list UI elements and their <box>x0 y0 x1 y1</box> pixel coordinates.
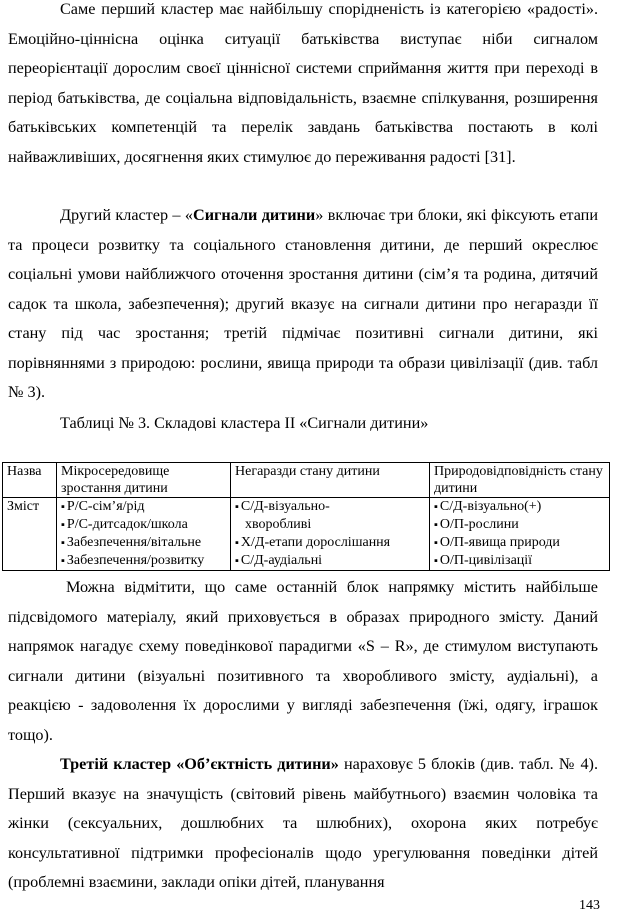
table-cell-nature <box>430 498 610 571</box>
page-number: 143 <box>579 898 600 913</box>
list-item: ▪ Забезпечення/вітальне <box>61 534 226 552</box>
table-header-row <box>3 463 610 498</box>
list-item: ▪ Р/С-дитсадок/школа <box>61 516 226 534</box>
cluster-2-title: Сигнали дитини <box>193 206 316 224</box>
table-cell-troubles <box>231 498 430 571</box>
paragraph-3: Можна відмітити, що саме останній блок напрямку містить найбільше підсвідомого матеріалу, який приховується в образах природного змісту. Даний напрямок нагадує схему поведінкової парадигми «S – R», де стимулом виступають сигнали дитини (візуальні позитивного та хворобливого змісту, аудіальні), а реакцією - задоволення їх дорослими у вигляді забезпечення (їжі, одягу, іграшок тощо). <box>8 578 598 744</box>
paragraph-2: Другий кластер – «Сигнали дитини» включає три блоки, які фіксують етапи та процеси розвитку та соціального становлення дитини, де перший окреслює соціальні умови найближчого оточення зростання дитини (сім’я та родина, дитячий садок та школа, забезпечення); другий вказує на сигнали дитини про негаразди її стану під час зростання; третій підмічає позитивні сигнали дитини, які порівняннями з природою: рослини, явища природи та образи цивілізації (див. табл № 3). <box>8 206 598 401</box>
table-cell-microenvironment <box>57 498 231 571</box>
list-item: ▪ Х/Д-етапи дорослішання <box>235 534 425 552</box>
list-item: ▪ С/Д-візуально(+) <box>434 498 605 516</box>
cluster-table <box>2 462 610 571</box>
table-row <box>3 498 610 571</box>
list-item: ▪ С/Д-візуально- <box>235 498 425 516</box>
table-row-label: Зміст <box>3 498 57 571</box>
paragraph-4: Третій кластер «Об’єктність дитини» нараховує 5 блоків (див. табл. № 4). Перший вказує на значущість (світовий рівень майбутнього) взаємин чоловіка та жінки (сексуальних, дошлюбних та шлюбних), охорона яких потребує консультативної підтримки професіоналів щодо урегулювання поведінки дітей (проблемні взаємини, заклади опіки дітей, планування <box>8 755 598 891</box>
table-header-cell: Назва <box>3 463 57 498</box>
list-item: ▪ О/П-рослини <box>434 516 605 534</box>
list-item: ▪ О/П-явища природи <box>434 534 605 552</box>
list-item: ▪ Р/С-сім’я/рід <box>61 498 226 516</box>
table-header-cell: Природовідповідність стану дитини <box>430 463 610 498</box>
list-item: ▪ С/Д-аудіальні <box>235 552 425 570</box>
table-header-cell: Негаразди стану дитини <box>231 463 430 498</box>
list-item: ▪ Забезпечення/розвитку <box>61 552 226 570</box>
list-item-continuation: хворобливі <box>245 517 312 532</box>
table-caption: Таблиці № 3. Складові кластера ІІ «Сигнали дитини» <box>60 414 429 432</box>
list-item: ▪ О/П-цивілізації <box>434 552 605 570</box>
cluster-3-title: Третій кластер «Об’єктність дитини» <box>60 755 339 773</box>
paragraph-1: Саме перший кластер має найбільшу спорідненість із категорією «радості». Емоційно-ціннісна оцінка ситуації батьківства виступає ніби сигналом переорієнтації дорослим своєї ціннісної системи сприймання життя при переході в період батьківства, де соціальна відповідальність, взаємне спілкування, розширення батьківських компетенцій та перелік завдань батьківства постають в колі найважливіших, досягнення яких стимулює до переживання радості [31]. <box>8 0 598 166</box>
table-header-cell: Мікросередовище зростання дитини <box>57 463 231 498</box>
